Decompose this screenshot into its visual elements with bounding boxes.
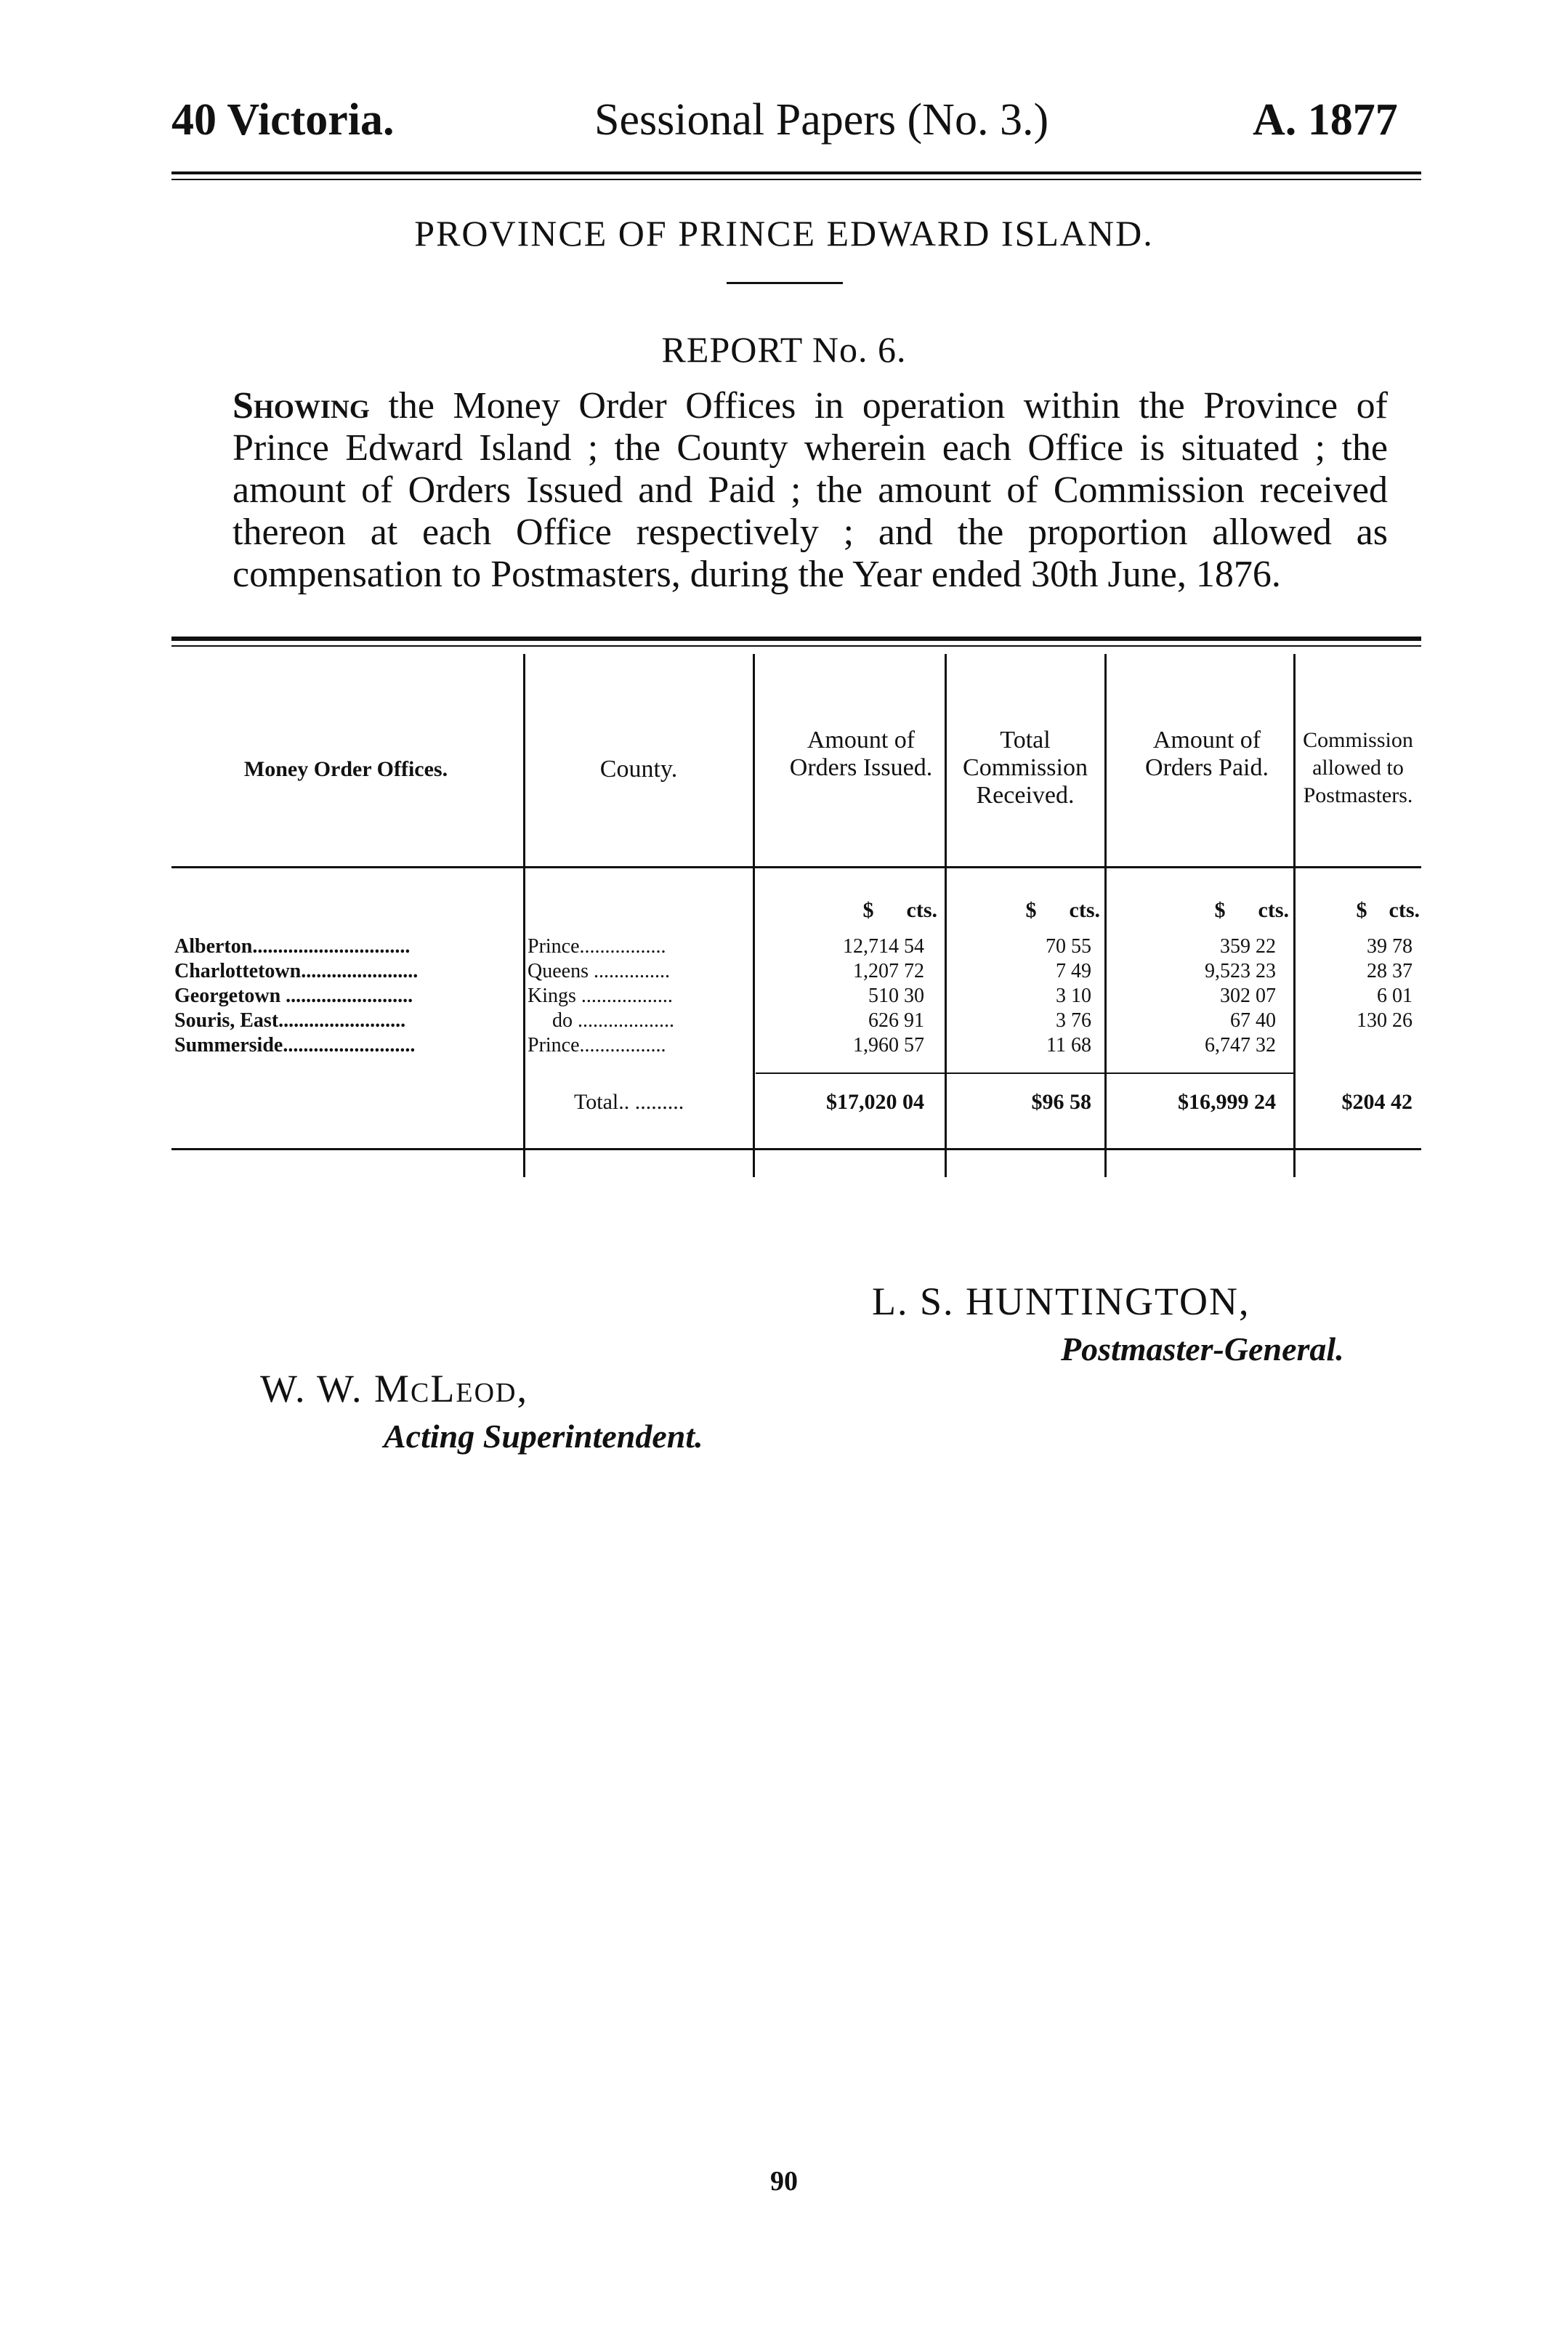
table-row-commission: 3 76 [1056,1009,1091,1032]
table-top-rule-thin [171,645,1421,647]
column-divider [1293,654,1296,1177]
table-row-paid: 302 07 [1220,985,1276,1007]
table-row-allowed: 28 37 [1367,960,1413,982]
total-separator [756,1072,1293,1074]
signatory-title: Postmaster-General. [1061,1330,1344,1368]
column-divider [523,654,525,1177]
unit-paid: $ cts. [1214,898,1289,922]
table-row-issued: 12,714 54 [843,935,924,958]
column-header-county: County. [599,756,678,783]
unit-commission: $ cts. [1025,898,1100,922]
table-row-commission: 70 55 [1046,935,1091,958]
total-allowed: $204 42 [1341,1090,1413,1114]
total-paid: $16,999 24 [1178,1090,1276,1114]
table-row-paid: 67 40 [1230,1009,1276,1032]
signatory-name: W. W. McLeod, [260,1367,528,1410]
column-header-commission: Total Commission Received. [963,727,1088,809]
column-header-paid: Amount of Orders Paid. [1145,727,1269,781]
page-number: 90 [770,2166,798,2197]
table-row-paid: 9,523 23 [1205,960,1276,982]
header-rule-thin [171,179,1421,180]
table-row-allowed: 39 78 [1367,935,1413,958]
column-header-offices: Money Order Offices. [243,757,448,781]
total-issued: $17,020 04 [826,1090,924,1114]
table-row-paid: 359 22 [1220,935,1276,958]
table-row-issued: 626 91 [868,1009,924,1032]
table-row-county: do ................... [552,1009,674,1032]
report-title: REPORT No. 6. [661,329,907,370]
signatory-title: Acting Superintendent. [384,1418,703,1455]
table-row-office: Alberton............................... [174,935,411,958]
table-top-rule [171,637,1421,641]
table-row-office: Summerside.......................... [174,1034,416,1057]
table-row-office: Charlottetown....................... [174,960,419,982]
table-row-commission: 11 68 [1046,1034,1091,1057]
report-description [233,385,1388,596]
description-text: the Money Order Offices in operation within the Province of Prince Edward Island ; the County wherein each Office is situated ; the amount of Orders Issued and Paid ; the amount of Commission received thereon at each Office respectively ; and the proportion allowed as compensation to Postmasters, during the Year ended 30th June, 1876. [233,385,1388,595]
header-rule [171,171,1421,174]
table-row-allowed: 130 26 [1357,1009,1413,1032]
table-row-office: Souris, East......................... [174,1009,406,1032]
title-divider [727,282,843,284]
table-row-issued: 1,207 72 [853,960,924,982]
header-center: Sessional Papers (No. 3.) [594,95,1049,145]
header-separator [171,866,1421,868]
table-row-county: Queens ............... [528,960,670,982]
description-lead: Showing [233,385,370,427]
unit-issued: $ cts. [862,898,937,922]
table-row-commission: 3 10 [1056,985,1091,1007]
table-row-office: Georgetown ......................... [174,985,413,1007]
table-row-county: Prince................. [528,1034,666,1057]
column-divider [1104,654,1107,1177]
total-commission: $96 58 [1031,1090,1091,1114]
province-title: PROVINCE OF PRINCE EDWARD ISLAND. [414,213,1154,254]
column-divider [945,654,947,1177]
table-row-issued: 510 30 [868,985,924,1007]
column-divider [753,654,755,1177]
table-row-county: Kings .................. [528,985,673,1007]
unit-allowed: $ cts. [1356,898,1420,922]
column-header-allowed: Commission allowed to Postmasters. [1303,728,1413,807]
table-bottom-rule [171,1148,1421,1150]
column-header-issued: Amount of Orders Issued. [789,727,933,781]
signatory-name: L. S. HUNTINGTON, [872,1280,1250,1323]
table-row-allowed: 6 01 [1377,985,1413,1007]
table-row-paid: 6,747 32 [1205,1034,1276,1057]
table-row-issued: 1,960 57 [853,1034,924,1057]
table-row-county: Prince................. [528,935,666,958]
table-row-commission: 7 49 [1056,960,1091,982]
header-left: 40 Victoria. [171,95,395,145]
header-right: A. 1877 [1253,95,1398,145]
total-label: Total.. ......... [574,1090,684,1114]
